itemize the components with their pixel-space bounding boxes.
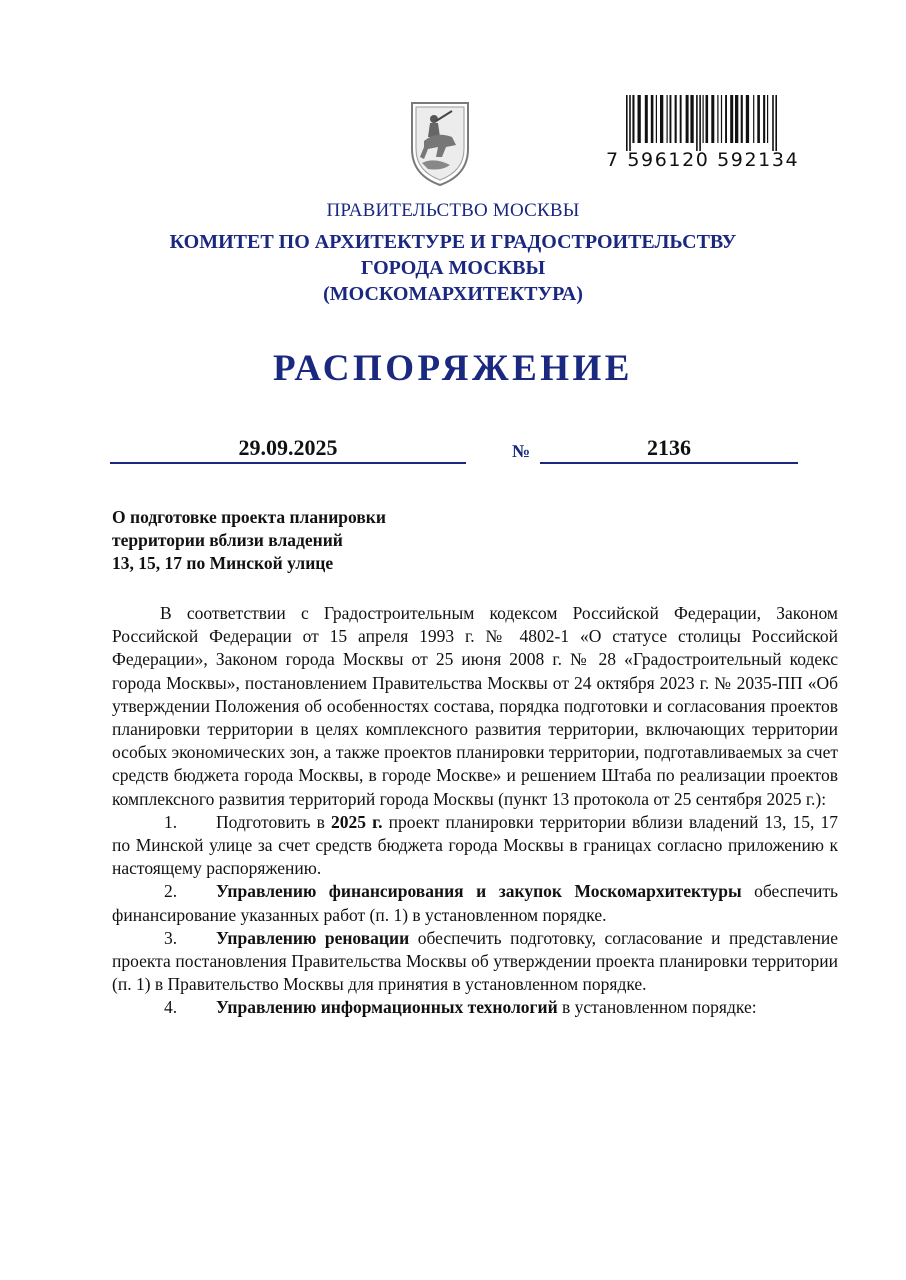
item-bold-text: Управлению информационных технологий: [216, 997, 558, 1018]
document-type-title: РАСПОРЯЖЕНИЕ: [272, 348, 633, 389]
barcode-bar: [651, 95, 654, 143]
subject-line: О подготовке проекта планировки: [112, 507, 386, 527]
barcode-bar: [775, 95, 777, 151]
barcode-bar: [629, 95, 631, 151]
barcode: [606, 95, 798, 173]
order-body: [112, 602, 838, 1020]
barcode-bar: [721, 95, 722, 143]
item-text: Подготовить в: [216, 811, 332, 832]
barcode-bar: [717, 95, 718, 143]
barcode-bar: [626, 95, 628, 151]
item-number: 2.: [164, 881, 178, 902]
barcode-bar: [730, 95, 733, 143]
barcode-bar: [703, 95, 704, 143]
item-number: 1.: [164, 811, 178, 832]
item-bold-text: Управлению реновации: [216, 927, 410, 948]
subject-line: 13, 15, 17 по Минской улице: [112, 553, 334, 573]
item-number: 3.: [164, 927, 178, 948]
order-subject: [112, 506, 386, 575]
barcode-bar: [772, 95, 774, 151]
barcode-bar: [638, 95, 641, 143]
barcode-bar: [656, 95, 657, 143]
date-underline: [110, 462, 466, 464]
barcode-bar: [696, 95, 698, 151]
barcode-bar: [763, 95, 765, 143]
item-text: в установленном порядке:: [557, 997, 757, 1018]
barcode-bar: [757, 95, 760, 143]
barcode-bars: [626, 95, 798, 151]
order-item-3: [112, 927, 838, 997]
committee-line: КОМИТЕТ ПО АРХИТЕКТУРЕ И ГРАДОСТРОИТЕЛЬСТВУ: [169, 231, 737, 253]
barcode-bar: [660, 95, 663, 143]
moscow-coat-of-arms-icon: [406, 97, 474, 187]
barcode-bar: [767, 95, 768, 143]
item-number: 4.: [164, 997, 178, 1018]
order-item-2: [112, 880, 838, 926]
committee-line: (МОСКОМАРХИТЕКТУРА): [323, 283, 583, 305]
barcode-bar: [706, 95, 709, 143]
number-sign: №: [512, 441, 531, 461]
barcode-bar: [690, 95, 693, 143]
order-date: 29.09.2025: [238, 435, 338, 460]
committee-name: [0, 229, 906, 307]
barcode-bar: [711, 95, 714, 143]
barcode-bar: [667, 95, 668, 143]
barcode-bar: [746, 95, 749, 143]
barcode-bar: [670, 95, 672, 143]
preamble-paragraph: В соответствии с Градостроительным кодексом Российской Федерации, Законом Российской Федерации от 15 апреля 1993 г. № 4802-1 «О статусе столицы Российской Федерации», Законом города Москвы от 25 июня 2008 г. № 28 «Градостроительный кодекс города Москвы», постановлением Правительства Москвы от 24 октября 2023 г. № 2035-ПП «Об утверждении Положения об особенностях состава, порядка подготовки и согласования проектов планировки территории в целях комплексного развития территории, включающих территории особых экономических зон, а также проектов планировки территории, подготавливаемых за счет средств бюджета города Москвы, в городе Москве» и решением Штаба по реализации проектов комплексного развития территорий города Москвы (пункт 13 протокола от 25 сентября 2025 г.):: [112, 603, 838, 809]
order-item-4: [112, 996, 838, 1019]
order-number: 2136: [647, 435, 691, 460]
barcode-bar: [735, 95, 738, 143]
barcode-bar: [686, 95, 689, 143]
barcode-bar: [675, 95, 677, 143]
government-name: ПРАВИТЕЛЬСТВО МОСКВЫ: [326, 200, 580, 221]
barcode-digits: 7 596120 592134: [606, 149, 800, 171]
item-bold-text: 2025 г.: [331, 811, 383, 832]
item-text: обеспечить подготовку, согласование и представление проекта постановления Правительства Москвы об утверждении проекта планировки территории (п. 1) в Правительство Москвы для принятия в установленном порядке.: [112, 927, 838, 995]
barcode-bar: [632, 95, 634, 143]
committee-line: ГОРОДА МОСКВЫ: [360, 257, 546, 279]
barcode-bar: [680, 95, 682, 143]
subject-line: территории вблизи владений: [112, 530, 343, 550]
number-underline: [540, 462, 798, 464]
item-text: обеспечить финансирование указанных работ (п. 1) в установленном порядке.: [112, 881, 838, 925]
order-item-1: [112, 811, 838, 881]
barcode-bar: [699, 95, 701, 151]
item-text: проект планировки территории вблизи владений 13, 15, 17 по Минской улице за счет средств бюджета города Москвы в границах согласно приложению к настоящему распоряжению.: [112, 811, 838, 879]
item-bold-text: Управлению финансирования и закупок Москомархитектуры: [216, 881, 742, 902]
barcode-bar: [753, 95, 754, 143]
barcode-bar: [725, 95, 727, 143]
barcode-bar: [645, 95, 648, 143]
barcode-bar: [741, 95, 743, 143]
